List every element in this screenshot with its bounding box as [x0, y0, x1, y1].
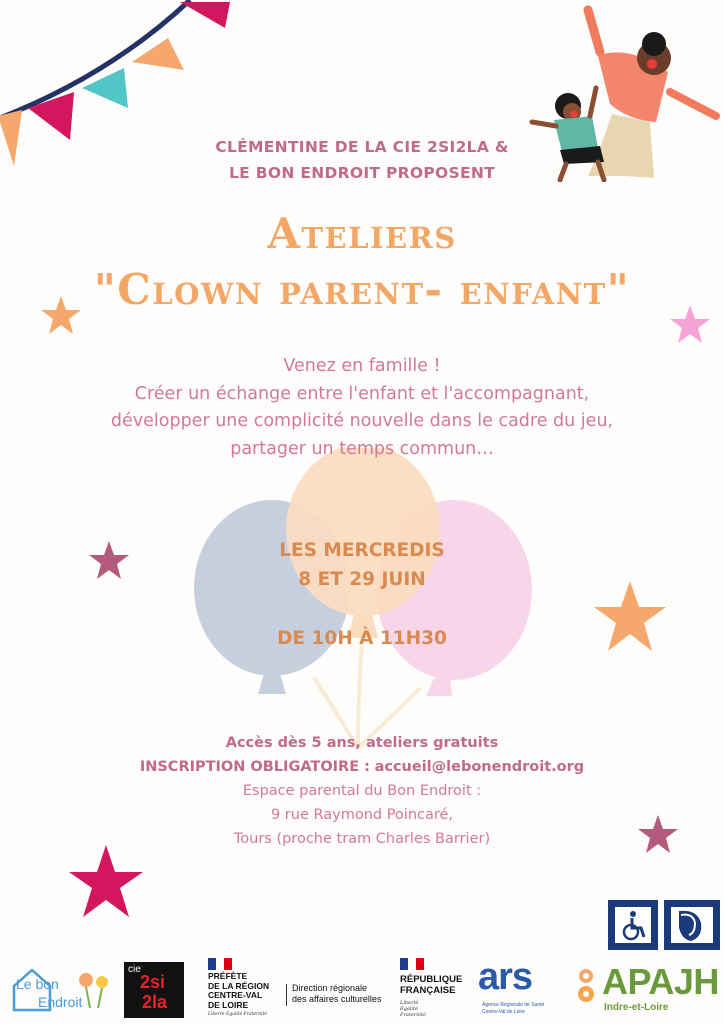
schedule-dates — [0, 536, 724, 594]
motto-word: Égalité — [400, 1006, 418, 1012]
drac-line: des affaires culturelles — [292, 994, 382, 1004]
logo-text: 2si — [140, 972, 166, 992]
ars-subtitle — [482, 1002, 544, 1016]
motto-word: Liberté — [208, 1012, 225, 1017]
republique-line: RÉPUBLIQUE — [400, 974, 463, 985]
marianne-icon — [400, 958, 424, 970]
motto-word: Fraternité — [400, 1012, 426, 1018]
ars-subtitle-line: Centre-Val de Loire — [482, 1009, 525, 1015]
organizer-line: CLÉMENTINE DE LA CIE 2SI2LA & — [215, 138, 509, 156]
inscription-line — [0, 755, 724, 779]
apajh-subtitle: Indre-et-Loire — [604, 1002, 669, 1013]
page-title — [0, 206, 724, 318]
intro-line: partager un temps commun… — [230, 438, 494, 459]
access-info: Accès dès 5 ans, ateliers gratuits — [225, 735, 499, 751]
ars-subtitle-line: Agence Régionale de Santé — [482, 1002, 545, 1008]
republique-text — [400, 974, 462, 996]
republique-line: FRANÇAISE — [400, 985, 456, 996]
star-icon — [68, 844, 144, 920]
bunting-flag — [180, 2, 230, 28]
logo-text: Le bon — [16, 976, 59, 992]
title-line: "Clown parent- enfant" — [93, 265, 631, 314]
balloons-illustration — [190, 448, 540, 758]
prefecture-line: CENTRE-VAL — [208, 990, 263, 1000]
ars-wordmark: ars — [478, 956, 533, 998]
divider — [286, 984, 287, 1006]
venue-name: Espace parental du Bon Endroit : — [242, 783, 482, 799]
logo-republique-francaise — [400, 958, 466, 1020]
logo-text: Endroit — [38, 994, 83, 1010]
motto-word: Égalité — [226, 1012, 243, 1017]
intro-paragraph — [0, 353, 724, 463]
partner-logos — [0, 952, 724, 1024]
apajh-wordmark: APAJH — [602, 961, 719, 1002]
schedule-date-values: 8 ET 29 JUIN — [298, 569, 426, 590]
bunting-flag — [28, 92, 74, 140]
wheelchair-icon — [608, 900, 658, 950]
intro-line: développer une complicité nouvelle dans le cadre du jeu, — [110, 411, 614, 431]
title-line: Ateliers — [267, 209, 457, 258]
logo-apajh — [574, 962, 724, 1022]
prefecture-line: PRÉFÈTE — [208, 971, 248, 981]
drac-text — [292, 983, 381, 1005]
inscription-label: INSCRIPTION OBLIGATOIRE : — [139, 759, 370, 775]
venue-city: Tours (proche tram Charles Barrier) — [233, 831, 491, 847]
drac-line: Direction régionale — [292, 983, 368, 993]
cognitive-disability-icon — [664, 900, 720, 950]
motto-word: Fraternité — [243, 1012, 268, 1017]
logo-prefecture — [208, 958, 388, 1020]
logo-ars — [474, 956, 570, 1020]
logo-text: 2la — [142, 992, 168, 1012]
schedule-time: DE 10H À 11H30 — [277, 628, 447, 649]
venue-street: 9 rue Raymond Poincaré, — [270, 807, 454, 823]
prefecture-line: DE LOIRE — [208, 999, 249, 1010]
organizer-line: LE BON ENDROIT PROPOSENT — [229, 164, 495, 182]
logo-text: cie — [128, 964, 141, 975]
flower-icon — [574, 966, 600, 1010]
info-block — [0, 731, 724, 851]
prefecture-text — [208, 972, 269, 1010]
intro-line: Créer un échange entre l'enfant et l'accompagnant, — [134, 383, 590, 404]
motto — [400, 1000, 426, 1018]
intro-line: Venez en famille ! — [283, 356, 441, 376]
motto — [208, 1012, 267, 1017]
organizer-text — [0, 134, 724, 186]
schedule-days: LES MERCREDIS — [279, 540, 445, 561]
motto-word: Liberté — [400, 1000, 419, 1006]
marianne-icon — [208, 958, 232, 970]
prefecture-line: DE LA RÉGION — [208, 980, 270, 991]
email-link[interactable]: accueil@lebonendroit.org — [374, 759, 585, 775]
logo-cie-2si2la — [124, 962, 184, 1018]
logo-le-bon-endroit — [10, 966, 110, 1016]
flower-icon — [76, 968, 112, 1010]
